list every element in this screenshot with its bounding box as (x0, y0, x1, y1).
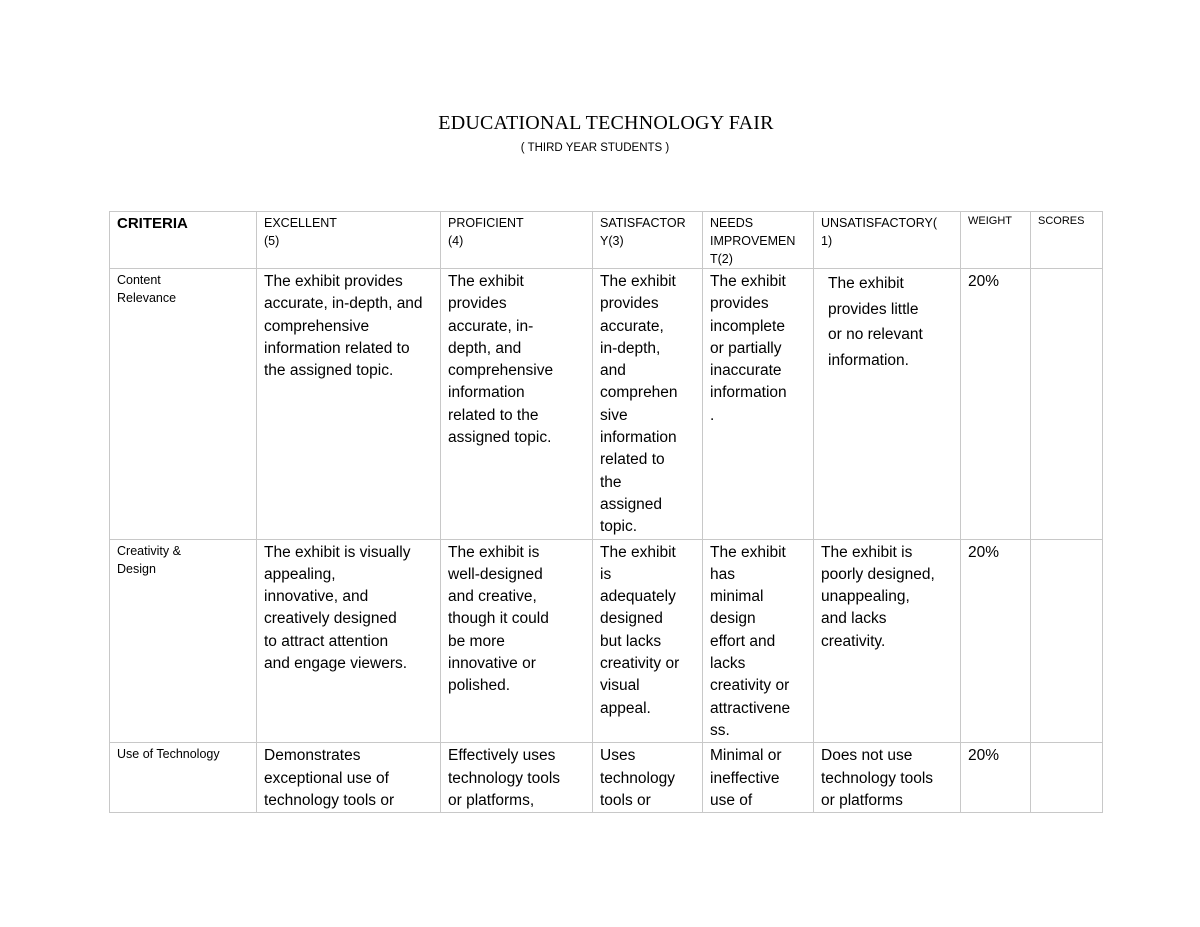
header-unsatisfactory: UNSATISFACTORY( 1) (814, 212, 961, 269)
table-row (110, 539, 1103, 743)
descriptor-unsatisfactory: The exhibit is poorly designed, unappealing, and lacks creativity. (814, 539, 961, 743)
table-row (110, 269, 1103, 540)
descriptor-proficient: Effectively uses technology tools or platforms, (441, 743, 593, 813)
descriptor-satisfactory: The exhibit provides accurate, in-depth, and comprehen sive information related to the assigned topic. (593, 269, 703, 540)
header-criteria: CRITERIA (110, 212, 257, 269)
rubric-table (109, 211, 1103, 813)
score-cell[interactable] (1031, 743, 1103, 813)
header-needs-improvement: NEEDS IMPROVEMEN T(2) (703, 212, 814, 269)
descriptor-satisfactory: The exhibit is adequately designed but lacks creativity or visual appeal. (593, 539, 703, 743)
table-row (110, 743, 1103, 813)
criteria-label: Content Relevance (110, 269, 257, 540)
document-subtitle: ( THIRD YEAR STUDENTS ) (520, 142, 670, 154)
criteria-label: Creativity & Design (110, 539, 257, 743)
descriptor-excellent: The exhibit provides accurate, in-depth, and comprehensive information related to the assigned topic. (257, 269, 441, 540)
document-title: EDUCATIONAL TECHNOLOGY FAIR (438, 112, 774, 134)
table-header-row (110, 212, 1103, 269)
weight-value: 20% (961, 539, 1031, 743)
header-satisfactory: SATISFACTOR Y(3) (593, 212, 703, 269)
score-cell[interactable] (1031, 269, 1103, 540)
descriptor-proficient: The exhibit is well-designed and creative, though it could be more innovative or polished. (441, 539, 593, 743)
descriptor-unsatisfactory: The exhibit provides little or no relevant information. (814, 269, 961, 540)
criteria-label: Use of Technology (110, 743, 257, 813)
descriptor-unsatisfactory: Does not use technology tools or platforms (814, 743, 961, 813)
descriptor-needs-improvement: The exhibit provides incomplete or partially inaccurate information . (703, 269, 814, 540)
descriptor-needs-improvement: Minimal or ineffective use of (703, 743, 814, 813)
score-cell[interactable] (1031, 539, 1103, 743)
header-proficient: PROFICIENT (4) (441, 212, 593, 269)
header-scores: SCORES (1031, 212, 1103, 269)
weight-value: 20% (961, 269, 1031, 540)
descriptor-proficient: The exhibit provides accurate, in- depth, and comprehensive information related to the assigned topic. (441, 269, 593, 540)
descriptor-needs-improvement: The exhibit has minimal design effort and lacks creativity or attractivene ss. (703, 539, 814, 743)
descriptor-satisfactory: Uses technology tools or (593, 743, 703, 813)
descriptor-excellent: Demonstrates exceptional use of technology tools or (257, 743, 441, 813)
weight-value: 20% (961, 743, 1031, 813)
descriptor-excellent: The exhibit is visually appealing, innovative, and creatively designed to attract attention and engage viewers. (257, 539, 441, 743)
header-weight: WEIGHT (961, 212, 1031, 269)
header-excellent: EXCELLENT (5) (257, 212, 441, 269)
